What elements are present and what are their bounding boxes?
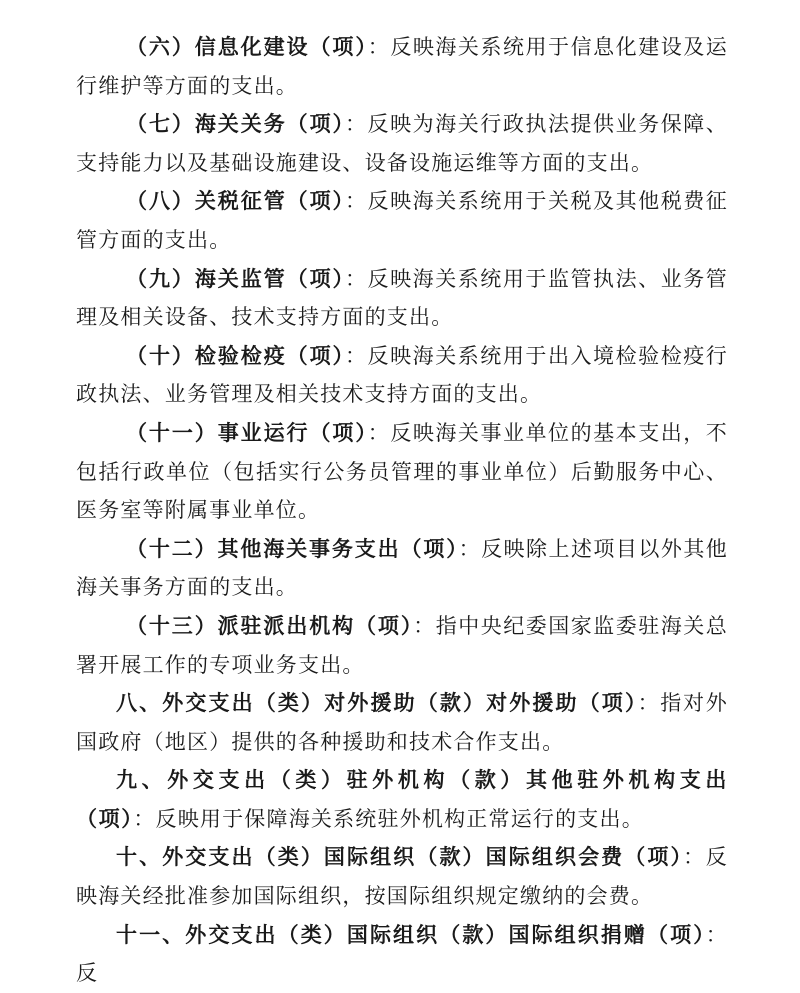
paragraph-text: ：反映海关系统用于监管执法、业务管理及相关设备、技术支持方面的支出。 (76, 266, 728, 330)
paragraph-text: ：反映为海关行政执法提供业务保障、支持能力以及基础设施建设、设备设施运维等方面的支出。 (76, 112, 728, 175)
section-heading: 十一、外交支出（类）国际组织（款）国际组织捐赠（项） (116, 922, 706, 947)
paragraph-heading: （十）检验检疫（项） (126, 343, 345, 368)
section-item-8 (76, 684, 728, 761)
section-heading: 九、外交支出（类）驻外机构（款）其他驻外机构支出（项） (76, 768, 728, 831)
section-heading: 八、外交支出（类）对外援助（款）对外援助（项） (116, 691, 638, 716)
paragraph-heading: （十一）事业运行（项） (126, 420, 368, 445)
paragraph-heading: （九）海关监管（项） (126, 266, 345, 291)
paragraph-text: ：反映海关系统用于信息化建设及运行维护等方面的支出。 (76, 35, 728, 98)
paragraph-heading: （七）海关关务（项） (126, 112, 345, 137)
section-text: ：指对外国政府（地区）提供的各种援助和技术合作支出。 (76, 691, 728, 754)
paragraph-text: ：反映海关事业单位的基本支出，不包括行政单位（包括实行公务员管理的事业单位）后勤服务中心、医务室等附属事业单位。 (76, 420, 728, 523)
section-item-9 (76, 761, 728, 838)
section-item-11 (76, 916, 728, 993)
paragraph-text: ：反映海关系统用于关税及其他税费征管方面的支出。 (76, 189, 728, 252)
section-heading: 十、外交支出（类）国际组织（款）国际组织会费（项） (116, 845, 684, 870)
paragraph-item-12 (76, 530, 728, 607)
section-item-10 (76, 838, 728, 915)
paragraph-item-7 (76, 105, 728, 182)
paragraph-item-11 (76, 414, 728, 530)
paragraph-heading: （八）关税征管（项） (126, 189, 345, 214)
section-text: ：反映用于保障海关系统驻外机构正常运行的支出。 (133, 806, 644, 831)
paragraph-item-6 (76, 28, 728, 105)
paragraph-item-13 (76, 607, 728, 684)
paragraph-text: ：反映海关系统用于出入境检验检疫行政执法、业务管理及相关技术支持方面的支出。 (76, 343, 728, 407)
paragraph-text: ：反映除上述项目以外其他海关事务方面的支出。 (76, 536, 728, 600)
paragraph-item-9 (76, 260, 728, 337)
paragraph-text: ：指中央纪委国家监委驻海关总署开展工作的专项业务支出。 (76, 613, 728, 677)
section-text: ：反 (76, 922, 728, 986)
paragraph-item-10 (76, 337, 728, 414)
paragraph-item-8 (76, 182, 728, 259)
paragraph-heading: （六）信息化建设（项） (126, 35, 368, 59)
document-page (76, 28, 728, 993)
paragraph-heading: （十二）其他海关事务支出（项） (126, 536, 459, 561)
section-text: ：反映海关经批准参加国际组织，按国际组织规定缴纳的会费。 (76, 845, 728, 909)
paragraph-heading: （十三）派驻派出机构（项） (126, 613, 414, 638)
